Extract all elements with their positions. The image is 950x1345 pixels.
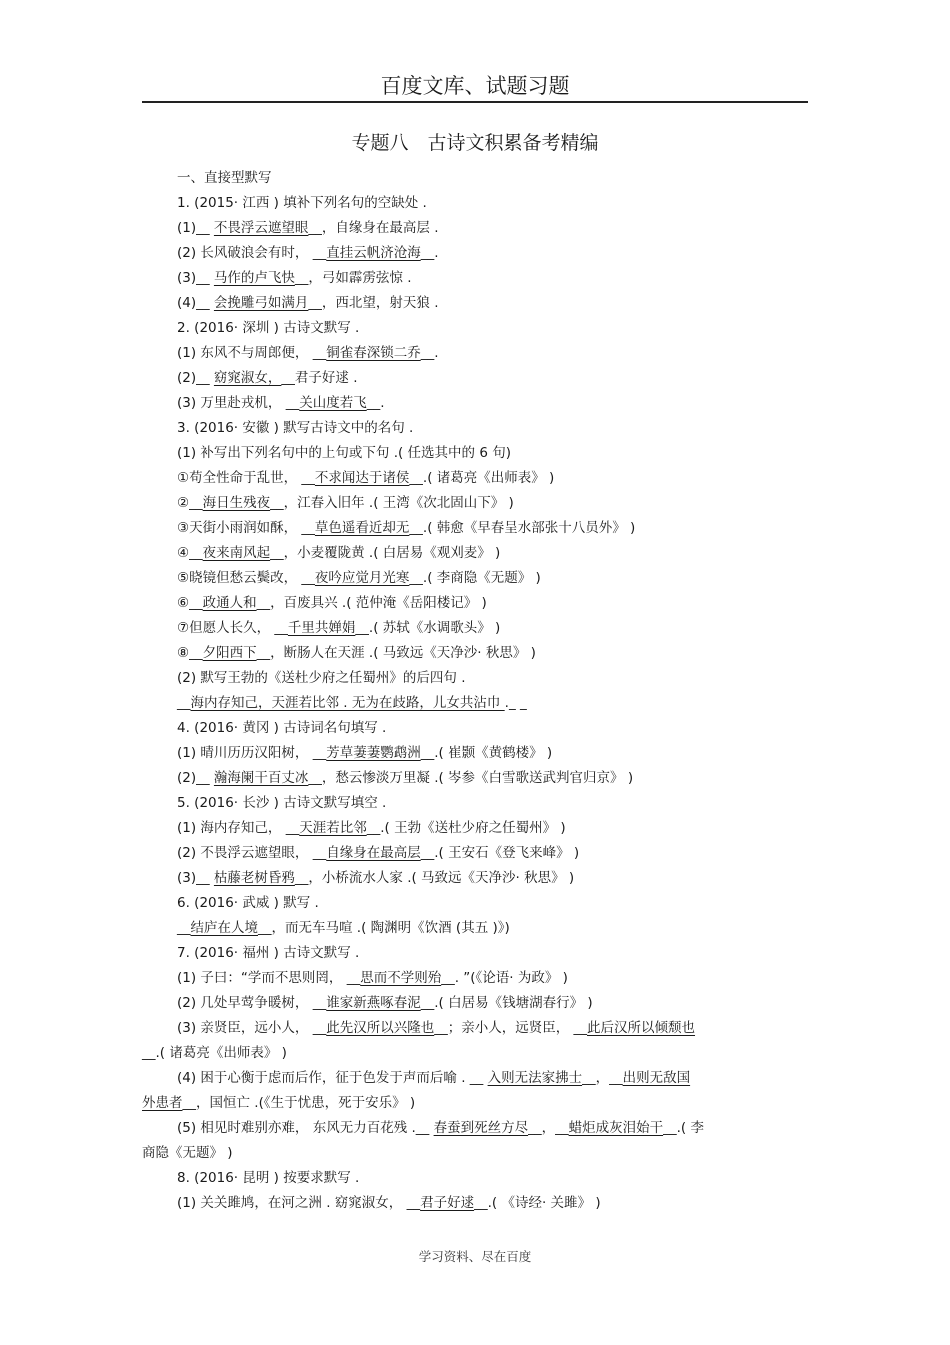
document-body	[142, 166, 808, 1216]
line-text: (1) 关关雎鸠，在河之洲 . 窈窕淑女， __	[177, 1195, 421, 1211]
answer-text: 此后汉所以倾颓也	[587, 1020, 696, 1036]
line-text: ⑥__	[177, 595, 203, 611]
line-text: (5) 相见时难别亦难， 东风无力百花残 .__	[177, 1120, 434, 1136]
line-text: (2)__	[177, 770, 214, 786]
page-footer: 学习资料、尽在百度	[418, 1249, 532, 1264]
text-line	[142, 691, 808, 716]
answer-text: 海内存知己，天涯若比邻 . 无为在歧路，儿女共沾巾	[190, 695, 505, 711]
answer-text: 海日生残夜	[202, 495, 271, 511]
text-line	[142, 1141, 808, 1166]
line-text: ⑤晓镜但愁云鬓改， __	[177, 570, 315, 586]
text-line	[142, 1041, 808, 1066]
line-text: (4)__	[177, 295, 214, 311]
answer-text: 芳草萋萋鹦鹉洲	[326, 745, 421, 761]
line-text: ⑧__	[177, 645, 203, 661]
line-text: __.( 王勃《送杜少府之任蜀州》 )	[366, 820, 566, 836]
answer-text: 入则无法家拂士	[487, 1070, 583, 1086]
text-line	[142, 1191, 808, 1216]
text-line	[142, 291, 808, 316]
text-line	[142, 766, 808, 791]
line-text: 4. (2016· 黄冈 ) 古诗词名句填写 .	[177, 720, 387, 736]
line-text: __.	[420, 345, 439, 361]
answer-text: 千里共婵娟	[287, 620, 356, 636]
line-text: ④__	[177, 545, 203, 561]
answer-text: 出则无敌国	[622, 1070, 691, 1086]
answer-text: 草色遥看近却无	[314, 520, 410, 536]
line-text: __；亲小人，远贤臣， __	[434, 1020, 588, 1036]
line-text: (2) 默写王勃的《送杜少府之任蜀州》的后四句 .	[177, 670, 466, 686]
answer-text: 外患者	[142, 1095, 183, 1111]
text-line	[142, 1166, 808, 1191]
line-text: __，而无车马喧 .( 陶渊明《饮酒 (其五 )》)	[258, 920, 510, 936]
line-text: __.( 苏轼《水调歌头》 )	[355, 620, 501, 636]
line-text: __.( 诸葛亮《出师表》 )	[409, 470, 555, 486]
line-text: __.( 诸葛亮《出师表》 )	[142, 1045, 287, 1061]
answer-text: 窈窕淑女，	[213, 370, 282, 386]
answer-text: 枯藤老树昏鸦	[213, 870, 295, 886]
text-line	[142, 566, 808, 591]
line-text: __.( 《诗经· 关雎》 )	[474, 1195, 601, 1211]
answer-text: 思而不学则殆	[360, 970, 442, 986]
text-line	[142, 191, 808, 216]
answer-text: 瀚海阑干百丈冰	[213, 770, 309, 786]
text-line	[142, 1066, 808, 1091]
line-text: (1) 东风不与周郎便， __	[177, 345, 327, 361]
text-line	[142, 241, 808, 266]
text-line	[142, 316, 808, 341]
line-text: 1. (2015· 江西 ) 填补下列名句的空缺处 .	[177, 195, 427, 211]
text-line	[142, 166, 808, 191]
text-line	[142, 216, 808, 241]
line-text: __.( 韩愈《早春呈水部张十八员外》 )	[409, 520, 636, 536]
line-text: 7. (2016· 福州 ) 古诗文默写 .	[177, 945, 360, 961]
answer-text: 此先汉所以兴隆也	[326, 1020, 435, 1036]
answer-text: 政通人和	[202, 595, 257, 611]
answer-text: 蜡炬成灰泪始干	[568, 1120, 664, 1136]
text-line	[142, 616, 808, 641]
answer-text: 君子好逑	[420, 1195, 475, 1211]
answer-text: 铜雀春深锁二乔	[326, 345, 421, 361]
line-text: __.( 崔颢《黄鹤楼》 )	[420, 745, 553, 761]
line-text: 5. (2016· 长沙 ) 古诗文默写填空 .	[177, 795, 387, 811]
line-text: 8. (2016· 昆明 ) 按要求默写 .	[177, 1170, 360, 1186]
line-text: (1) 子曰：“学而不思则罔， __	[177, 970, 361, 986]
text-line	[142, 541, 808, 566]
line-text: ②__	[177, 495, 203, 511]
line-text: (4) 困于心衡于虑而后作，征于色发于声而后喻 . __	[177, 1070, 488, 1086]
answer-text: 春蚕到死丝方尽	[433, 1120, 529, 1136]
text-line	[142, 366, 808, 391]
answer-text: 不畏浮云遮望眼	[213, 220, 309, 236]
answer-text: 夜来南风起	[202, 545, 271, 561]
answer-text: 会挽雕弓如满月	[213, 295, 309, 311]
text-line	[142, 1116, 808, 1141]
line-text: 商隐《无题》 )	[142, 1145, 233, 1161]
line-text: 3. (2016· 安徽 ) 默写古诗文中的名句 .	[177, 420, 414, 436]
text-line	[142, 1091, 808, 1116]
line-text: __，__	[528, 1120, 569, 1136]
text-line	[142, 891, 808, 916]
line-text: (1) 晴川历历汉阳树， __	[177, 745, 327, 761]
text-line	[142, 466, 808, 491]
line-text: __，百废具兴 .( 范仲淹《岳阳楼记》 )	[256, 595, 487, 611]
text-line	[142, 841, 808, 866]
line-text: __君子好逑 .	[281, 370, 358, 386]
line-text: ③天街小雨润如酥， __	[177, 520, 315, 536]
answer-text: 天涯若比邻	[299, 820, 367, 836]
line-text: __，江春入旧年 .( 王湾《次北固山下》 )	[270, 495, 514, 511]
line-text: (2) 几处早莺争暖树， __	[177, 995, 327, 1011]
line-text: __，国恒亡 .(《生于忧患，死于安乐》 )	[182, 1095, 416, 1111]
text-line	[142, 716, 808, 741]
text-line	[142, 941, 808, 966]
line-text: __.	[366, 395, 385, 411]
line-text: __.	[420, 245, 439, 261]
line-text: 2. (2016· 深圳 ) 古诗文默写 .	[177, 320, 360, 336]
line-text: (3) 万里赴戎机， __	[177, 395, 300, 411]
text-line	[142, 1016, 808, 1041]
text-line	[142, 966, 808, 991]
text-line	[142, 866, 808, 891]
line-text: (1) 补写出下列名句中的上句或下句 .( 任选其中的 6 句)	[177, 445, 511, 461]
line-text: (3)__	[177, 270, 214, 286]
line-text: (1)__	[177, 220, 214, 236]
text-line	[142, 516, 808, 541]
line-text: __. ”(《论语· 为政》 )	[441, 970, 568, 986]
line-text: __，弓如霹雳弦惊 .	[294, 270, 412, 286]
text-line	[142, 266, 808, 291]
line-text: (3)__	[177, 870, 214, 886]
text-line	[142, 391, 808, 416]
page-header: 百度文库、试题习题	[380, 74, 570, 98]
line-text: __，愁云惨淡万里凝 .( 岑参《白雪歌送武判官归京》 )	[308, 770, 634, 786]
line-text: __，西北望，射天狼 .	[308, 295, 439, 311]
line-text: __，__	[582, 1070, 623, 1086]
text-line	[142, 416, 808, 441]
line-text: __.( 白居易《钱塘湖春行》 )	[420, 995, 593, 1011]
line-text: ⑦但愿人长久， __	[177, 620, 288, 636]
text-line	[142, 441, 808, 466]
text-line	[142, 491, 808, 516]
answer-text: 不求闻达于诸侯	[314, 470, 410, 486]
line-text: __，断肠人在天涯 .( 马致远《天净沙· 秋思》 )	[256, 645, 536, 661]
text-line	[142, 666, 808, 691]
text-line	[142, 741, 808, 766]
line-text: __	[177, 695, 191, 711]
line-text: 一、直接型默写	[177, 170, 272, 186]
answer-text: 自缘身在最高层	[326, 845, 421, 861]
line-text: ._ _	[504, 695, 527, 711]
answer-text: 直挂云帆济沧海	[326, 245, 421, 261]
answer-text: 马作的卢飞快	[213, 270, 295, 286]
line-text: (3) 亲贤臣，远小人， __	[177, 1020, 327, 1036]
text-line	[142, 916, 808, 941]
text-line	[142, 791, 808, 816]
line-text: __	[177, 920, 191, 936]
line-text: (2) 长风破浪会有时， __	[177, 245, 327, 261]
line-text: (1) 海内存知己， __	[177, 820, 300, 836]
line-text: ①苟全性命于乱世， __	[177, 470, 315, 486]
line-text: __，小桥流水人家 .( 马致远《天净沙· 秋思》 )	[294, 870, 575, 886]
text-line	[142, 341, 808, 366]
header-rule	[142, 101, 808, 103]
line-text: __.( 王安石《登飞来峰》 )	[420, 845, 580, 861]
page-title: 专题八 古诗文积累备考精编	[351, 132, 599, 154]
text-line	[142, 641, 808, 666]
text-line	[142, 991, 808, 1016]
line-text: 6. (2016· 武威 ) 默写 .	[177, 895, 319, 911]
answer-text: 夜吟应觉月光寒	[314, 570, 410, 586]
line-text: __，小麦覆陇黄 .( 白居易《观刈麦》 )	[270, 545, 501, 561]
line-text: __，自缘身在最高层 .	[308, 220, 439, 236]
line-text: __.( 李	[663, 1120, 704, 1136]
text-line	[142, 591, 808, 616]
answer-text: 结庐在人境	[190, 920, 258, 936]
line-text: __.( 李商隐《无题》 )	[409, 570, 541, 586]
answer-text: 关山度若飞	[299, 395, 367, 411]
line-text: (2)__	[177, 370, 214, 386]
answer-text: 夕阳西下	[202, 645, 257, 661]
answer-text: 谁家新燕啄春泥	[326, 995, 421, 1011]
line-text: (2) 不畏浮云遮望眼， __	[177, 845, 327, 861]
text-line	[142, 816, 808, 841]
